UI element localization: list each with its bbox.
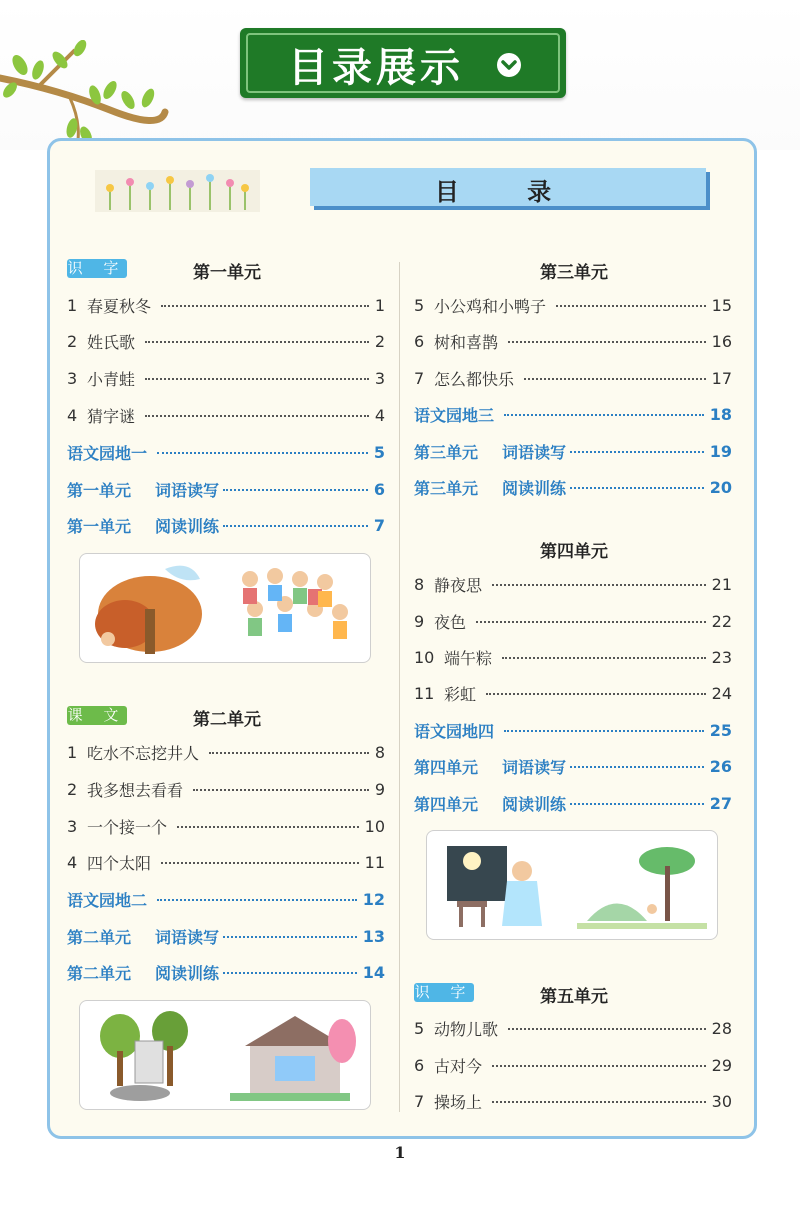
entry-title: 端午粽 <box>444 648 493 668</box>
dot-leader <box>161 304 369 307</box>
entry-page: 5 <box>373 442 385 462</box>
dot-leader <box>492 1064 706 1067</box>
dot-leader <box>145 377 369 380</box>
dot-leader <box>504 729 704 732</box>
entry-number: 5 <box>414 295 425 315</box>
toc-heading-text: 目 录 <box>434 178 582 206</box>
entry-title: 第二单元 <box>67 963 132 983</box>
entry-subtitle: 阅读训练 <box>155 963 220 983</box>
entry-title: 我多想去看看 <box>87 780 184 800</box>
unit-heading: 第三单元 <box>540 263 608 283</box>
dot-leader <box>223 971 357 974</box>
dot-leader <box>492 583 706 586</box>
entry-title: 语文园地四 <box>414 721 495 741</box>
well-village-illustration <box>79 1000 371 1110</box>
toc-entry[interactable] <box>414 1054 732 1076</box>
toc-entry-extra[interactable] <box>414 440 732 462</box>
toc-entry[interactable] <box>67 330 385 352</box>
entry-number: 6 <box>414 1055 425 1075</box>
entry-page: 23 <box>711 647 732 667</box>
entry-page: 29 <box>711 1055 732 1075</box>
entry-title: 一个接一个 <box>87 817 168 837</box>
entry-page: 9 <box>374 779 385 799</box>
toc-entry-extra[interactable] <box>67 441 385 463</box>
toc-entry[interactable] <box>414 573 732 595</box>
dot-leader <box>570 486 704 489</box>
entry-title: 彩虹 <box>444 684 477 704</box>
toc-entry[interactable] <box>414 646 732 668</box>
entry-number: 5 <box>414 1018 425 1038</box>
entry-page: 7 <box>373 515 385 535</box>
autumn-family-illustration <box>79 553 371 663</box>
entry-title: 语文园地三 <box>414 405 495 425</box>
entry-page: 10 <box>364 816 385 836</box>
entry-title: 姓氏歌 <box>87 332 136 352</box>
toc-entry[interactable] <box>67 741 385 763</box>
banner-title: 目录展示 <box>288 45 464 91</box>
entry-number: 8 <box>414 574 425 594</box>
chevron-down-icon <box>497 53 521 77</box>
entry-page: 18 <box>709 404 732 424</box>
toc-entry-extra[interactable] <box>67 514 385 536</box>
entry-number: 7 <box>414 1091 425 1111</box>
entry-number: 10 <box>414 647 435 667</box>
entry-page: 14 <box>362 962 385 982</box>
page-number: 1 <box>394 1143 406 1162</box>
entry-title: 夜色 <box>434 612 467 632</box>
entry-page: 19 <box>709 441 732 461</box>
entry-page: 22 <box>711 611 732 631</box>
toc-entry-extra[interactable] <box>414 403 732 425</box>
toc-entry[interactable] <box>67 367 385 389</box>
entry-title: 第四单元 <box>414 757 479 777</box>
toc-entry-extra[interactable] <box>414 719 732 741</box>
toc-entry[interactable] <box>67 851 385 873</box>
dot-leader <box>524 377 706 380</box>
entry-page: 8 <box>374 742 385 762</box>
unit-heading: 第四单元 <box>540 542 608 562</box>
entry-title: 操场上 <box>434 1092 483 1112</box>
entry-number: 9 <box>414 611 425 631</box>
toc-entry[interactable] <box>67 404 385 426</box>
entry-title: 语文园地一 <box>67 443 148 463</box>
entry-title: 吃水不忘挖井人 <box>87 743 200 763</box>
entry-number: 7 <box>414 368 425 388</box>
entry-title: 第四单元 <box>414 794 479 814</box>
entry-page: 25 <box>709 720 732 740</box>
entry-title: 动物儿歌 <box>434 1019 499 1039</box>
entry-title: 四个太阳 <box>87 853 152 873</box>
entry-number: 2 <box>67 331 78 351</box>
dot-leader <box>209 751 369 754</box>
toc-entry-extra[interactable] <box>414 792 732 814</box>
entry-title: 树和喜鹊 <box>434 332 499 352</box>
toc-entry-extra[interactable] <box>67 888 385 910</box>
entry-title: 猜字谜 <box>87 406 136 426</box>
entry-page: 28 <box>711 1018 732 1038</box>
entry-page: 2 <box>374 331 385 351</box>
entry-page: 6 <box>373 479 385 499</box>
dot-leader <box>476 620 706 623</box>
entry-page: 11 <box>364 852 385 872</box>
toc-entry-extra[interactable] <box>67 961 385 983</box>
dot-leader <box>502 656 706 659</box>
entry-page: 16 <box>711 331 732 351</box>
dot-leader <box>508 340 706 343</box>
dot-leader <box>193 788 369 791</box>
toc-entry-extra[interactable] <box>67 478 385 500</box>
entry-page: 20 <box>709 477 732 497</box>
entry-title: 怎么都快乐 <box>434 369 515 389</box>
entry-number: 3 <box>67 368 78 388</box>
entry-title: 古对今 <box>434 1056 483 1076</box>
entry-page: 21 <box>711 574 732 594</box>
toc-entry[interactable] <box>414 330 732 352</box>
entry-title: 第一单元 <box>67 516 132 536</box>
dot-leader <box>492 1100 706 1103</box>
poet-moon-illustration <box>426 830 718 940</box>
entry-number: 6 <box>414 331 425 351</box>
dot-leader <box>223 524 368 527</box>
toc-heading <box>310 168 706 206</box>
entry-page: 3 <box>374 368 385 388</box>
toc-entry-extra[interactable] <box>414 476 732 498</box>
entry-number: 1 <box>67 295 78 315</box>
toc-entry[interactable] <box>414 294 732 316</box>
entry-subtitle: 词语读写 <box>155 480 220 500</box>
entry-subtitle: 词语读写 <box>502 442 567 462</box>
entry-page: 17 <box>711 368 732 388</box>
entry-page: 13 <box>362 926 385 946</box>
dot-leader <box>223 935 357 938</box>
dot-leader <box>486 692 706 695</box>
entry-page: 1 <box>374 295 385 315</box>
toc-entry[interactable] <box>414 610 732 632</box>
entry-number: 1 <box>67 742 78 762</box>
entry-subtitle: 阅读训练 <box>502 478 567 498</box>
dot-leader <box>145 340 369 343</box>
toc-entry-extra[interactable] <box>67 925 385 947</box>
entry-title: 第三单元 <box>414 478 479 498</box>
entry-title: 小公鸡和小鸭子 <box>434 296 547 316</box>
entry-number: 4 <box>67 852 78 872</box>
toc-entry[interactable] <box>67 778 385 800</box>
entry-page: 15 <box>711 295 732 315</box>
entry-title: 静夜思 <box>434 575 483 595</box>
dot-leader <box>223 488 368 491</box>
dot-leader <box>157 898 357 901</box>
entry-subtitle: 词语读写 <box>502 757 567 777</box>
entry-number: 11 <box>414 683 435 703</box>
dot-leader <box>504 413 704 416</box>
toc-entry[interactable] <box>414 1017 732 1039</box>
dot-leader <box>177 825 359 828</box>
entry-title: 语文园地二 <box>67 890 148 910</box>
entry-number: 2 <box>67 779 78 799</box>
dot-leader <box>570 765 704 768</box>
entry-page: 24 <box>711 683 732 703</box>
entry-page: 27 <box>709 793 732 813</box>
unit-heading: 第五单元 <box>540 987 608 1007</box>
entry-subtitle: 词语读写 <box>155 927 220 947</box>
dot-leader <box>161 861 359 864</box>
toc-entry-extra[interactable] <box>414 755 732 777</box>
dot-leader <box>157 451 368 454</box>
section-tag: 课 文 <box>67 706 127 724</box>
toc-entry[interactable] <box>414 367 732 389</box>
dot-leader <box>556 304 706 307</box>
dot-leader <box>508 1027 706 1030</box>
flowers-decoration <box>95 170 260 212</box>
entry-page: 26 <box>709 756 732 776</box>
entry-subtitle: 阅读训练 <box>502 794 567 814</box>
section-tag: 识 字 <box>67 259 127 277</box>
entry-subtitle: 阅读训练 <box>155 516 220 536</box>
toc-entry[interactable] <box>67 294 385 316</box>
header-banner <box>240 28 566 98</box>
entry-page: 12 <box>362 889 385 909</box>
section-tag: 识 字 <box>414 983 474 1001</box>
entry-title: 春夏秋冬 <box>87 296 152 316</box>
entry-title: 第二单元 <box>67 927 132 947</box>
dot-leader <box>145 414 369 417</box>
toc-entry[interactable] <box>67 815 385 837</box>
toc-entry[interactable] <box>414 1090 732 1112</box>
entry-page: 4 <box>374 405 385 425</box>
unit-heading: 第二单元 <box>193 710 261 730</box>
entry-page: 30 <box>711 1091 732 1111</box>
toc-entry[interactable] <box>414 682 732 704</box>
entry-number: 3 <box>67 816 78 836</box>
entry-title: 第三单元 <box>414 442 479 462</box>
entry-number: 4 <box>67 405 78 425</box>
dot-leader <box>570 802 704 805</box>
entry-title: 小青蛙 <box>87 369 136 389</box>
tree-branch-illustration <box>0 40 170 150</box>
dot-leader <box>570 450 704 453</box>
unit-heading: 第一单元 <box>193 263 261 283</box>
entry-title: 第一单元 <box>67 480 132 500</box>
column-divider <box>399 262 400 1112</box>
